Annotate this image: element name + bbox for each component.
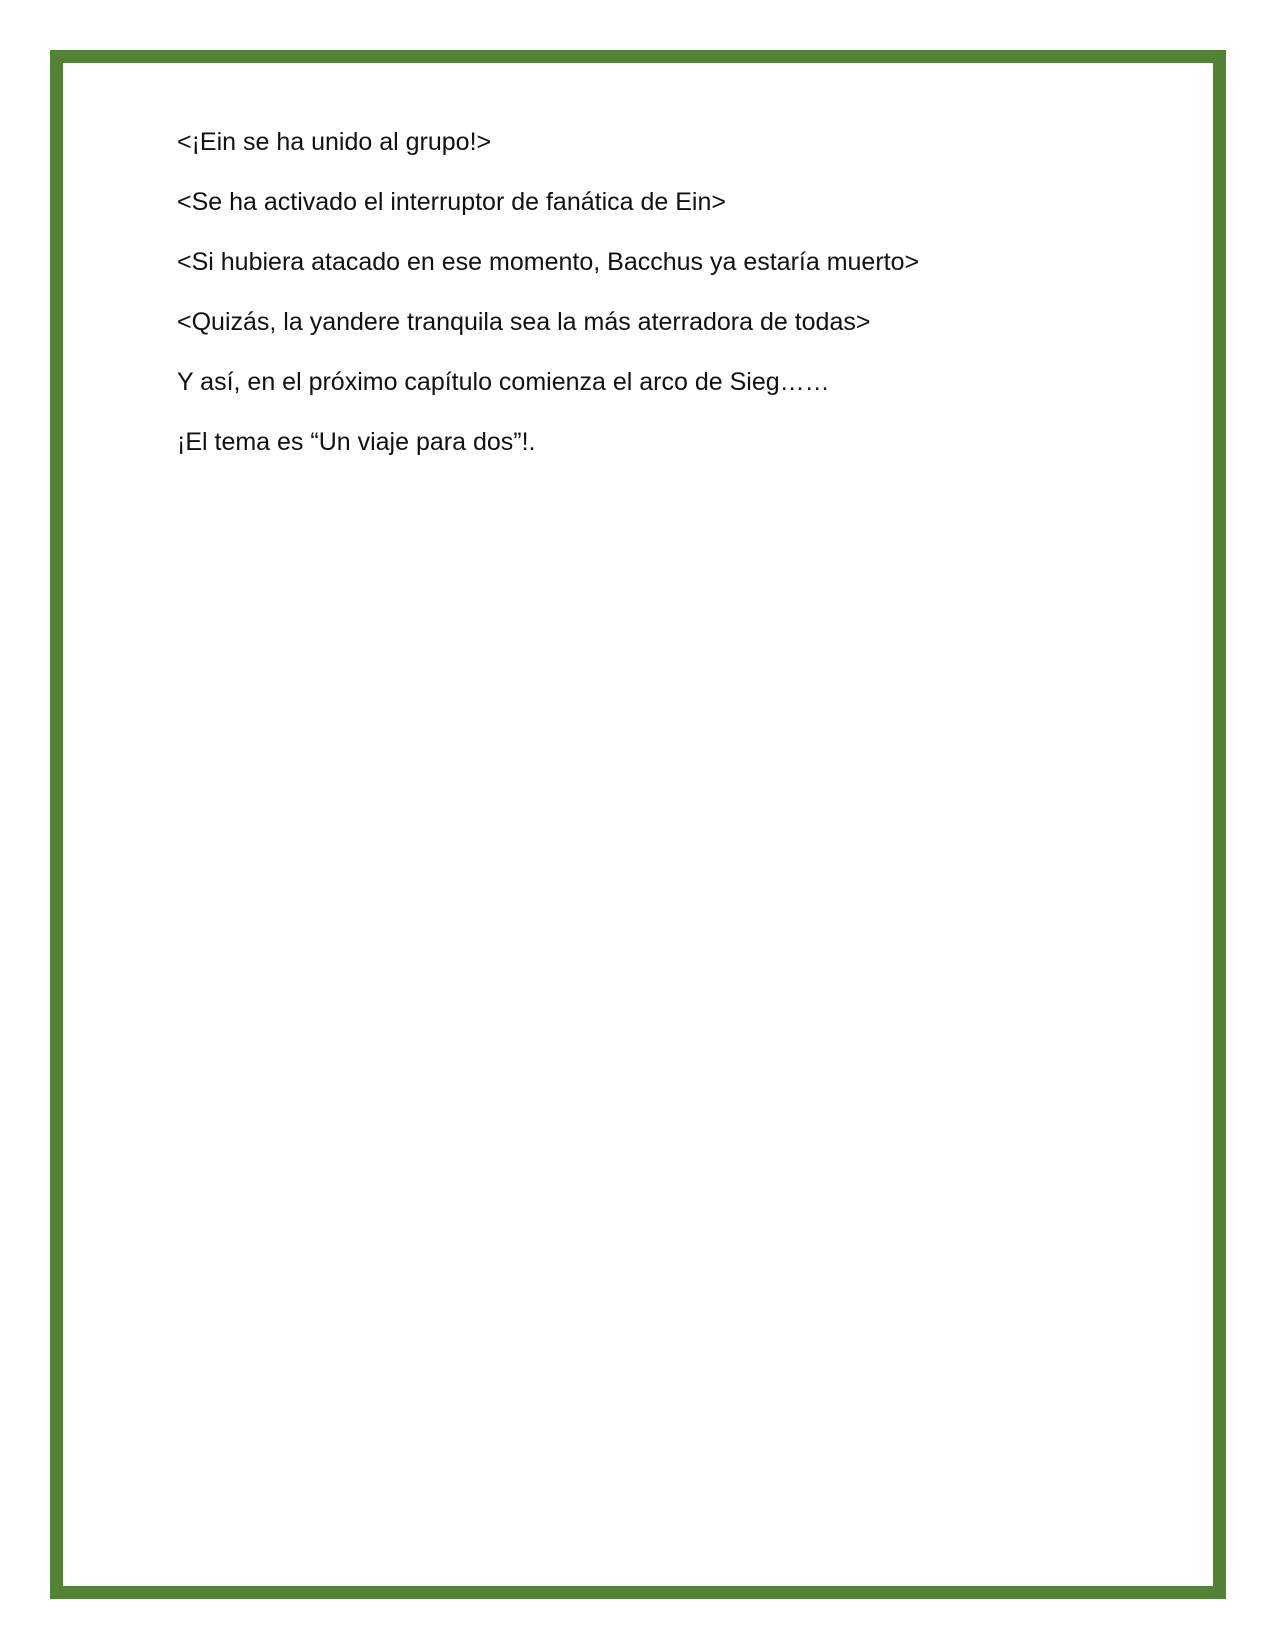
system-message-bacchus: <Si hubiera atacado en ese momento, Bacchus ya estaría muerto> [177, 248, 920, 276]
system-message-fanatic-switch: <Se ha activado el interruptor de fanática de Ein> [177, 188, 726, 216]
paragraph-next-chapter: Y así, en el próximo capítulo comienza el arco de Sieg…… [177, 368, 830, 396]
system-message-party-join: <¡Ein se ha unido al grupo!> [177, 128, 492, 156]
document-body [177, 127, 1157, 487]
paragraph-theme: ¡El tema es “Un viaje para dos”!. [177, 428, 536, 456]
system-message-yandere: <Quizás, la yandere tranquila sea la más aterradora de todas> [177, 308, 871, 336]
